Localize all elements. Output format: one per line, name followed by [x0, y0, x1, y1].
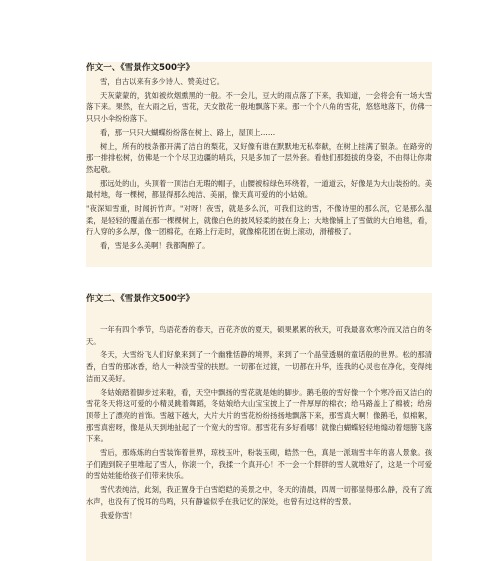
article-1-heading: 作文一、《雪景作文500字》: [86, 63, 195, 73]
article-2-heading: 作文二、《雪景作文500字》: [86, 294, 195, 304]
article-2-paragraph: 雪代表纯洁，此刻，我正置身于白雪皑皑的美景之中，冬天的清晨，四周一切都显得那么静，没有了流水声，也没有了悦耳的鸟鸣，只有静谧似乎在我记忆的深处，也曾有过这样的雪景。: [86, 485, 432, 506]
article-1-paragraph: 天灰蒙蒙的，犹如被炊烟熏黑的一般。不一会儿，豆大的雨点落了下来，我知道，一会将会有一场大雪落下来。果然，在大雨之后，雪花，天女散花一般地飘落下来。那一个个八角的雪花，悠悠地落下，仿佛一只只小伞纷纷落下。: [86, 90, 432, 124]
article-2-paragraph: 冬姑娘踏着脚步过来啦，看，天空中飘扬的雪花就是她的脚步。鹅毛般的雪好像一个个寒冷而又洁白的雪花冬天将这可爱的小精灵跳着舞蹈，冬姑娘给大山宝宝披上了一件厚厚的棉衣；给马路盖上了棉被；给房顶带上了漂亮的首饰。雪越下越大，大片大片的雪花纷纷扬扬地飘落下来，那雪真大啊！像鹅毛，似棉絮，那雪真密呀，像是从天到地扯起了一个宽大的雪帘。那雪花有多好看哪！就像白蝴蝶轻轻地煽动着翅膀飞落下来。: [86, 387, 432, 444]
article-1: [86, 62, 432, 267]
article-2-paragraph: 一年有四个季节，鸟语花香的春天，百花齐放的夏天，硕果累累的秋天，可我最喜欢寒冷而又洁白的冬天。: [86, 325, 432, 346]
article-1-paragraph: 看，雪是多么美啊！我都陶醉了。: [100, 241, 210, 251]
article-2-paragraph: 我爱你雪！: [100, 510, 137, 520]
article-2: [86, 293, 432, 561]
article-1-paragraph: 看，那一只只大蝴蝶纷纷落在树上、路上，屋顶上……: [100, 127, 276, 137]
article-2-paragraph: 冬天，大雪纷飞人们好象来到了一个幽雅恬静的境界，来到了一个晶莹透剔的童话般的世界。松的那清香，白雪的那冰香，给人一种淡雪莹的扶慰。一切都在过渡，一切都在升华，连我的心灵也在净化，变得纯洁而又美好。: [86, 350, 432, 383]
article-1-paragraph: 树上，所有的枝条都开满了洁白的梨花，又好像有谁在默默地无私奉献，在树上挂满了银条。在路旁的那一排排松树，仿佛是一个个尽卫边疆的哨兵，只是多加了一层外套。看他们那挺拔的身姿，不由得让你肃然起敬。: [86, 141, 432, 174]
article-1-paragraph: "夜深知雪重，时闻折竹声。"对呀！夜雪，就是多么沉，可我们这的雪，不像诗里的那么沉，它是那么温柔，是轻轻的覆盖在那一棵棵树上，就像白色的披风轻柔的披在身上；大地像铺上了雪做的大白地毯，看，行人穿的多么厚，像一团棉花，在路上行走时，就像棉花团在街上滚动，滑稽极了。: [86, 204, 432, 237]
article-1-paragraph: 雪，自古以来有多少诗人、赞美过它。: [100, 77, 225, 86]
article-2-paragraph: 雪后，那炼炼的白雪装饰着世界，琼枝玉叶，粉装玉砌，皓然一色，真是一派瑞雪丰年的喜人景象。孩子们跑到院子里堆起了雪人，你滚一个，我揉一个真开心！不一会一个胖胖的雪人就堆好了，这是一个可爱的雪姑娃能给孩子们带来快乐。: [86, 448, 432, 481]
article-1-paragraph: 那远处的山，头顶着一顶洁白无瑕的帽子，山腰被棕绿色环绕着，一道道云，好像是为大山装扮的。美最村地，每一棵树，都显得那么纯洁、美丽，像天真可爱的的小姑娘。: [86, 178, 432, 200]
